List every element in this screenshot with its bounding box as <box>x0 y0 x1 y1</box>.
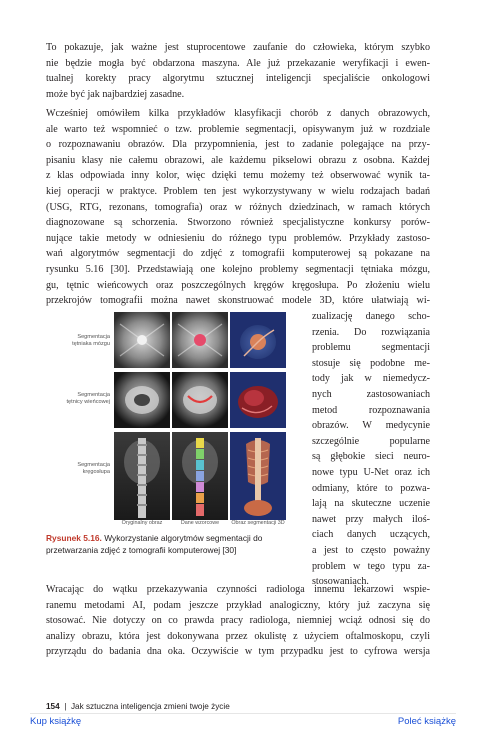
page-number: 154 <box>46 702 60 711</box>
col-label-original: Oryginalny obraz <box>121 520 163 526</box>
text-line: wań algorytmów segmentacji do zdjęć z tomografii komputerowej są pokazane na <box>46 248 430 260</box>
paragraph-2-wrap <box>312 309 430 590</box>
text-line: nawet przy małych iloś- <box>312 513 430 525</box>
text-line: nie będzie mogła być obdarzona maszyna. Ale już przekazanie weryfikacji i ewen- <box>46 57 430 69</box>
text-line: stosowaniach. <box>312 576 369 588</box>
text-line: tody jak w niemedycz- <box>312 373 430 385</box>
footer-divider <box>30 713 456 714</box>
text-line: stosować. Nie dotyczy on co prawda pracy radiologa, niemniej wciąż odnosi się do <box>46 615 430 627</box>
paragraph-1 <box>46 40 430 102</box>
text-line: ale warto też wspomnieć o tzw. problemie segmentacji, opisywanym już w rozdziale <box>46 123 430 135</box>
row-label-spine: Segmentacja kręgosłupa <box>77 462 110 475</box>
caption-text: Wykorzystanie algorytmów segmentacji do przetwarzania zdjęć z tomografii komputerowej [30] <box>46 533 263 555</box>
book-title: Jak sztuczna inteligencja zmieni twoje życie <box>70 702 230 711</box>
text-line: lają na skuteczne uczenie <box>312 498 430 510</box>
text-line: szczególnie popularne <box>312 435 430 447</box>
text-line: pisaniu klasy nie całemu obrazowi, ale każdemu pikselowi obrazu z osobna. Każdej <box>46 154 430 166</box>
text-line: ranemu metodami AI, podam jeszcze przykład analogiczny, który już zaczyna się <box>46 599 430 611</box>
text-line: przyrządu do badania dna oka. Oczywiście w tym przypadku jest to cyfrowa wersja <box>46 646 430 658</box>
text-line: obrazów. W medycynie <box>312 420 430 432</box>
caption-number: Rysunek 5.16. <box>46 533 102 543</box>
row-label-aneurysm: Segmentacja tętniaka mózgu <box>72 334 110 347</box>
text-line: zualizację danego scho- <box>312 311 430 322</box>
page-footer <box>46 702 230 711</box>
figure-caption <box>46 532 306 556</box>
col-label-ground-truth: Dane wzorcowe <box>180 520 220 526</box>
footer-separator: | <box>64 702 67 711</box>
text-line: może być jak najbardziej zasadne. <box>46 88 185 100</box>
text-line: Wcześniej omówiłem kilka przykładów klasyfikacji chorób z danych obrazowych, <box>46 108 430 119</box>
text-line: problem w tego typu za- <box>312 560 430 572</box>
recommend-book-link[interactable]: Poleć książkę <box>397 716 456 727</box>
paragraph-2 <box>46 106 430 309</box>
buy-book-link[interactable]: Kup książkę <box>30 716 82 727</box>
text-line: (USG, RTG, rezonans, tomografia) oraz w różnych dziedzinach, w ramach których <box>46 201 430 213</box>
row-aneurysm-images <box>114 312 286 368</box>
text-line: nych zastosowaniach <box>312 388 430 400</box>
text-line: a jest to często poważny <box>312 544 430 556</box>
paragraph-3 <box>46 582 430 660</box>
text-line: są głębokie sieci neuro- <box>312 451 430 463</box>
text-line: odmiany, które to pozwa- <box>312 482 430 494</box>
text-line: nowe typu U-Net oraz ich <box>312 466 430 478</box>
text-line: To pokazuje, jak ważne jest stuprocentowe zaufanie do człowieka, którym szybko <box>46 42 430 53</box>
text-line: z klas odpowiada inny kolor, więc dzięki temu możemy też obserwować wynik ta- <box>46 170 430 182</box>
text-line: kiej operacji w praktyce. Problem ten jest wykorzystywany w wielu rodzajach badań <box>46 185 430 197</box>
text-line: tualnej korekty pracy algorytmu sztucznej inteligencji specjaliście onkologowi <box>46 73 430 85</box>
text-line: gu, tętnic wieńcowych oraz poszczególnych kręgów kręgosłupa. Po złożeniu wielu <box>46 279 430 291</box>
row-spine-images <box>114 432 286 520</box>
text-line: analizy obrazu, która jest dokonywana przez okulistę z użyciem oftalmoskopu, czyli <box>46 630 430 642</box>
text-line: Wracając do wątku przekazywania czynności radiologa innemu lekarzowi wspie- <box>46 584 430 595</box>
text-line: przekrojów tomografii można nawet skonstruować modele 3D, które ułatwiają wi- <box>46 295 430 307</box>
figure-image-grid <box>46 312 304 522</box>
figure-segmentation <box>46 312 304 530</box>
row-label-coronary: Segmentacja tętnicy wieńcowej <box>66 392 110 405</box>
row-coronary-images <box>114 372 286 428</box>
text-line: nujące takie metody w odniesieniu do różnego typu problemów. Przykłady zastoso- <box>46 232 430 244</box>
text-line: metod rozpoznawania <box>312 404 430 416</box>
text-line: problemu segmentacji <box>312 342 430 354</box>
text-line: stosuje się podobne me- <box>312 357 430 369</box>
text-line: o rozpoznawaniu obrazów. Dla przypomnienia, jest to zadanie polegające na przy- <box>46 139 430 151</box>
text-line: rysunku 5.16 [30]. Przedstawiają one kolejno problemy segmentacji tętniaka mózgu, <box>46 263 430 275</box>
col-label-3d: Obraz segmentacji 3D <box>231 520 285 526</box>
text-line: diagnozowane są schorzenia. Stworzono również specjalistyczne konkursy porów- <box>46 217 430 229</box>
text-line: rzenia. Do rozwiązania <box>312 326 430 338</box>
text-line: ciach danych uczących, <box>312 529 430 541</box>
